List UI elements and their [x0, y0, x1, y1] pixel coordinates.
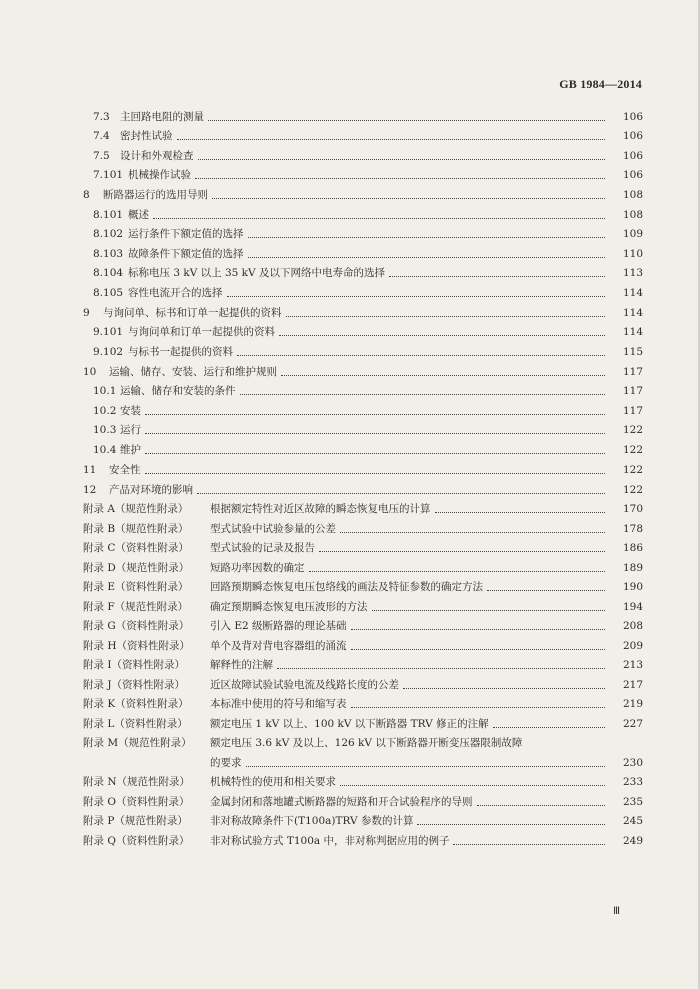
dot-leader: [281, 375, 605, 376]
dot-leader: [309, 571, 606, 572]
toc-entry: [0, 143, 700, 163]
toc-entry-title: 运行条件下额定值的选择: [128, 228, 244, 240]
dot-leader: [286, 316, 606, 317]
toc-entry-page: 230: [622, 756, 643, 769]
toc-entry-title: 非对称故障条件下(T100a)TRV 参数的计算: [210, 815, 414, 827]
dot-leader: [145, 473, 606, 474]
toc-entry-title: 主回路电阻的测量: [120, 110, 204, 123]
toc-entry: [0, 457, 700, 477]
toc-entry-page: 194: [622, 600, 643, 613]
toc-entry-title: 近区故障试验试验电流及线路长度的公差: [210, 678, 399, 691]
toc-entry-title: 与标书一起提供的资料: [128, 345, 233, 358]
dot-leader: [487, 590, 605, 591]
toc-entry-number: 附录 L（资料性附录）: [83, 717, 188, 730]
toc-entry-number: 8.103: [93, 247, 124, 260]
dot-leader: [277, 668, 605, 669]
toc-entry: [0, 339, 700, 359]
toc-entry: [0, 672, 700, 692]
toc-entry: [0, 536, 700, 556]
toc-entry-page: 170: [622, 503, 643, 515]
toc-entry-number: 附录 D（规范性附录）: [83, 561, 190, 574]
toc-entry-number: 7.3: [93, 110, 110, 123]
toc-entry-page: 122: [622, 424, 643, 436]
toc-entry-number: 附录 G（资料性附录）: [83, 620, 190, 632]
toc-entry-number: 9: [83, 306, 90, 319]
toc-entry-title: 非对称试验方式 T100a 中，非对称判据应用的例子: [210, 834, 450, 847]
toc-entry-page: 209: [622, 639, 643, 652]
toc-entry: [0, 398, 700, 418]
toc-entry-number: 附录 P（规范性附录）: [83, 815, 188, 827]
dot-leader: [227, 296, 606, 297]
toc-entry: [0, 418, 700, 438]
page-number: Ⅲ: [613, 906, 620, 917]
toc-entry-title: 容性电流开合的选择: [128, 286, 223, 299]
dot-leader: [351, 649, 606, 650]
toc-entry-page: 219: [622, 698, 643, 710]
toc-entry-page: 235: [622, 795, 643, 808]
toc-entry-page: 106: [622, 149, 643, 162]
dot-leader: [477, 805, 606, 806]
toc-entry-number: 8.102: [93, 228, 124, 240]
toc-entry-title: 解释性的注解: [210, 659, 273, 671]
toc-entry-page: 106: [622, 130, 643, 142]
toc-entry-number: 附录 F（规范性附录）: [83, 600, 189, 613]
toc-entry-page: 117: [622, 385, 643, 397]
toc-entry-number: 12: [83, 483, 97, 496]
dot-leader: [340, 532, 605, 533]
toc-entry-page: 113: [622, 267, 643, 279]
toc-entry-number: 8: [83, 189, 90, 201]
toc-entry-page: 227: [622, 717, 643, 730]
toc-entry-page: 217: [622, 678, 643, 691]
toc-entry-title: 标称电压 3 kV 以上 35 kV 及以下网络中电寿命的选择: [128, 267, 385, 279]
dot-leader: [279, 335, 605, 336]
toc-entry-page: 106: [622, 169, 643, 181]
toc-entry-title: 安全性: [109, 463, 141, 476]
toc-entry-title: 回路预期瞬态恢复电压包络线的画法及特征参数的确定方法: [210, 581, 483, 593]
toc-entry-title: 单个及背对背电容器组的涌流: [210, 639, 347, 652]
toc-entry: [0, 182, 700, 202]
toc-entry-title: 额定电压 1 kV 以上、100 kV 以下断路器 TRV 修正的注解: [210, 717, 489, 730]
toc-entry: [0, 280, 700, 300]
dot-leader: [435, 512, 606, 513]
toc-entry-number: 附录 H（资料性附录）: [83, 639, 190, 652]
toc-entry-title: 故障条件下额定值的选择: [128, 247, 244, 260]
toc-entry-page: 213: [622, 659, 643, 671]
toc-entry-title: 密封性试验: [120, 130, 173, 142]
toc-entry: [0, 202, 700, 222]
dot-leader: [246, 766, 606, 767]
toc-entry: [0, 770, 700, 790]
toc-entry-page: 110: [622, 247, 643, 260]
dot-leader: [319, 551, 605, 552]
toc-entry-page: 122: [622, 463, 643, 476]
toc-entry-title: 运输、储存和安装的条件: [120, 385, 236, 397]
toc-entry: [0, 653, 700, 673]
toc-entry: [0, 809, 700, 829]
toc-entry-title: 概述: [128, 208, 149, 221]
toc-entry-title: 确定预期瞬态恢复电压波形的方法: [210, 600, 368, 613]
toc-entry-title: 型式试验的记录及报告: [210, 542, 315, 554]
toc-entry-title: 运行: [120, 424, 141, 436]
toc-entry-number: 11: [83, 463, 97, 476]
toc-entry-number: 附录 M（规范性附录）: [83, 737, 192, 749]
toc-entry: [0, 300, 700, 320]
dot-leader: [389, 276, 605, 277]
toc-entry-title: 运输、储存、安装、运行和维护规则: [109, 365, 277, 378]
toc-entry-number: 10: [83, 365, 97, 378]
toc-entry-page: 249: [622, 834, 643, 847]
toc-entry: [0, 711, 700, 731]
dot-leader: [351, 629, 605, 630]
toc-entry-page: 114: [622, 306, 643, 319]
toc-entry: [0, 359, 700, 379]
toc-entry: [0, 555, 700, 575]
dot-leader: [145, 414, 605, 415]
toc-entry-page: 190: [622, 581, 643, 593]
toc-entry-title: 本标准中使用的符号和缩写表: [210, 698, 347, 710]
toc-entry-page: 117: [622, 404, 643, 417]
toc-entry-title: 断路器运行的选用导则: [103, 189, 208, 201]
toc-entry: [0, 104, 700, 124]
toc-entry: [0, 497, 700, 517]
toc-entry-number: 附录 N（规范性附录）: [83, 776, 191, 788]
dot-leader: [248, 237, 606, 238]
toc-entry-page: 186: [622, 542, 643, 554]
toc-entry-page: 245: [622, 815, 643, 827]
toc-entry: [0, 516, 700, 536]
toc-entry: [0, 124, 700, 144]
dot-leader: [340, 785, 605, 786]
dot-leader: [453, 844, 605, 845]
toc-entry-title: 短路功率因数的确定: [210, 561, 305, 574]
dot-leader: [417, 824, 605, 825]
toc-entry-number: 附录 K（资料性附录）: [83, 698, 189, 710]
dot-leader: [212, 198, 605, 199]
toc-entry-title: 产品对环境的影响: [109, 483, 193, 496]
toc-entry-page: 108: [622, 189, 643, 201]
toc-entry-title: 安装: [120, 404, 141, 417]
toc-entry-number: 附录 A（规范性附录）: [83, 503, 189, 515]
toc-entry-title: 型式试验中试验参量的公差: [210, 522, 336, 535]
dot-leader: [177, 139, 606, 140]
toc-entry: [0, 692, 700, 712]
toc-entry-page: 115: [622, 345, 643, 358]
dot-leader: [198, 159, 606, 160]
toc-entry: [0, 731, 700, 751]
dot-leader: [237, 355, 605, 356]
toc-entry: [0, 750, 700, 770]
toc-entry-page: 178: [622, 522, 643, 535]
toc-entry-number: 7.101: [93, 169, 124, 181]
toc-entry-page: 117: [622, 365, 643, 378]
toc-entry: [0, 633, 700, 653]
toc-entry: [0, 789, 700, 809]
dot-leader: [145, 433, 605, 434]
toc-entry: [0, 222, 700, 242]
toc-entry-number: 9.102: [93, 345, 124, 358]
toc-entry-number: 附录 E（资料性附录）: [83, 581, 189, 593]
toc-entry-page: 189: [622, 561, 643, 574]
toc-entry-page: 109: [622, 228, 643, 240]
toc-entry-page: 233: [622, 776, 643, 788]
toc-entry: [0, 437, 700, 457]
toc-entry-number: 10.2: [93, 404, 117, 417]
toc-entry-number: 附录 Q（资料性附录）: [83, 834, 190, 847]
toc-entry-title: 的要求: [210, 756, 242, 769]
dot-leader: [195, 178, 605, 179]
dot-leader: [197, 493, 605, 494]
toc-entry-title: 金属封闭和落地罐式断路器的短路和开合试验程序的导则: [210, 795, 473, 808]
toc-entry-title: 额定电压 3.6 kV 及以上、126 kV 以下断路器开断变压器限制故障: [210, 737, 523, 749]
toc-entry-number: 附录 J（资料性附录）: [83, 678, 186, 691]
dot-leader: [372, 610, 606, 611]
toc-entry-number: 10.1: [93, 385, 117, 397]
toc-entry: [0, 379, 700, 399]
dot-leader: [493, 727, 605, 728]
toc-entry-number: 8.105: [93, 286, 124, 299]
toc-entry: [0, 261, 700, 281]
toc-entry-page: 208: [622, 620, 643, 632]
dot-leader: [145, 453, 605, 454]
toc-entry-number: 附录 O（资料性附录）: [83, 795, 190, 808]
toc-entry: [0, 241, 700, 261]
toc-entry-number: 附录 C（资料性附录）: [83, 542, 189, 554]
toc-entry-title: 根据额定特性对近区故障的瞬态恢复电压的计算: [210, 503, 431, 515]
toc-entry-number: 8.104: [93, 267, 124, 279]
toc-entry-page: 106: [622, 110, 643, 123]
toc-entry: [0, 828, 700, 848]
dot-leader: [208, 120, 605, 121]
dot-leader: [153, 218, 605, 219]
toc-entry-number: 附录 I（资料性附录）: [83, 659, 185, 671]
toc-entry-page: 108: [622, 208, 643, 221]
dot-leader: [240, 394, 606, 395]
toc-entry-title: 机械操作试验: [128, 169, 191, 181]
toc-entry-title: 与询问单和订单一起提供的资料: [128, 326, 275, 338]
dot-leader: [248, 257, 606, 258]
toc-entry: [0, 614, 700, 634]
toc-entry-title: 引入 E2 级断路器的理论基础: [210, 620, 347, 632]
toc-entry: [0, 594, 700, 614]
toc-entry: [0, 163, 700, 183]
toc-entry-title: 维护: [120, 443, 141, 456]
dot-leader: [403, 688, 605, 689]
toc-entry-page: 122: [622, 443, 643, 456]
toc-entry-page: 122: [622, 483, 643, 496]
toc-entry-number: 10.4: [93, 443, 117, 456]
toc-entry-title: 与询问单、标书和订单一起提供的资料: [103, 306, 282, 319]
standard-code-header: GB 1984—2014: [559, 77, 642, 91]
toc-entry-page: 114: [622, 326, 643, 338]
table-of-contents: [0, 104, 700, 848]
toc-entry: [0, 575, 700, 595]
toc-entry-number: 7.4: [93, 130, 110, 142]
toc-entry-number: 7.5: [93, 149, 110, 162]
toc-entry-title: 设计和外观检查: [120, 149, 194, 162]
toc-entry-title: 机械特性的使用和相关要求: [210, 776, 336, 788]
toc-entry-number: 9.101: [93, 326, 124, 338]
toc-entry: [0, 320, 700, 340]
toc-entry-number: 附录 B（规范性附录）: [83, 522, 189, 535]
toc-entry-page: 114: [622, 286, 643, 299]
toc-entry: [0, 477, 700, 497]
toc-entry-number: 10.3: [93, 424, 117, 436]
dot-leader: [351, 707, 606, 708]
toc-entry-number: 8.101: [93, 208, 124, 221]
